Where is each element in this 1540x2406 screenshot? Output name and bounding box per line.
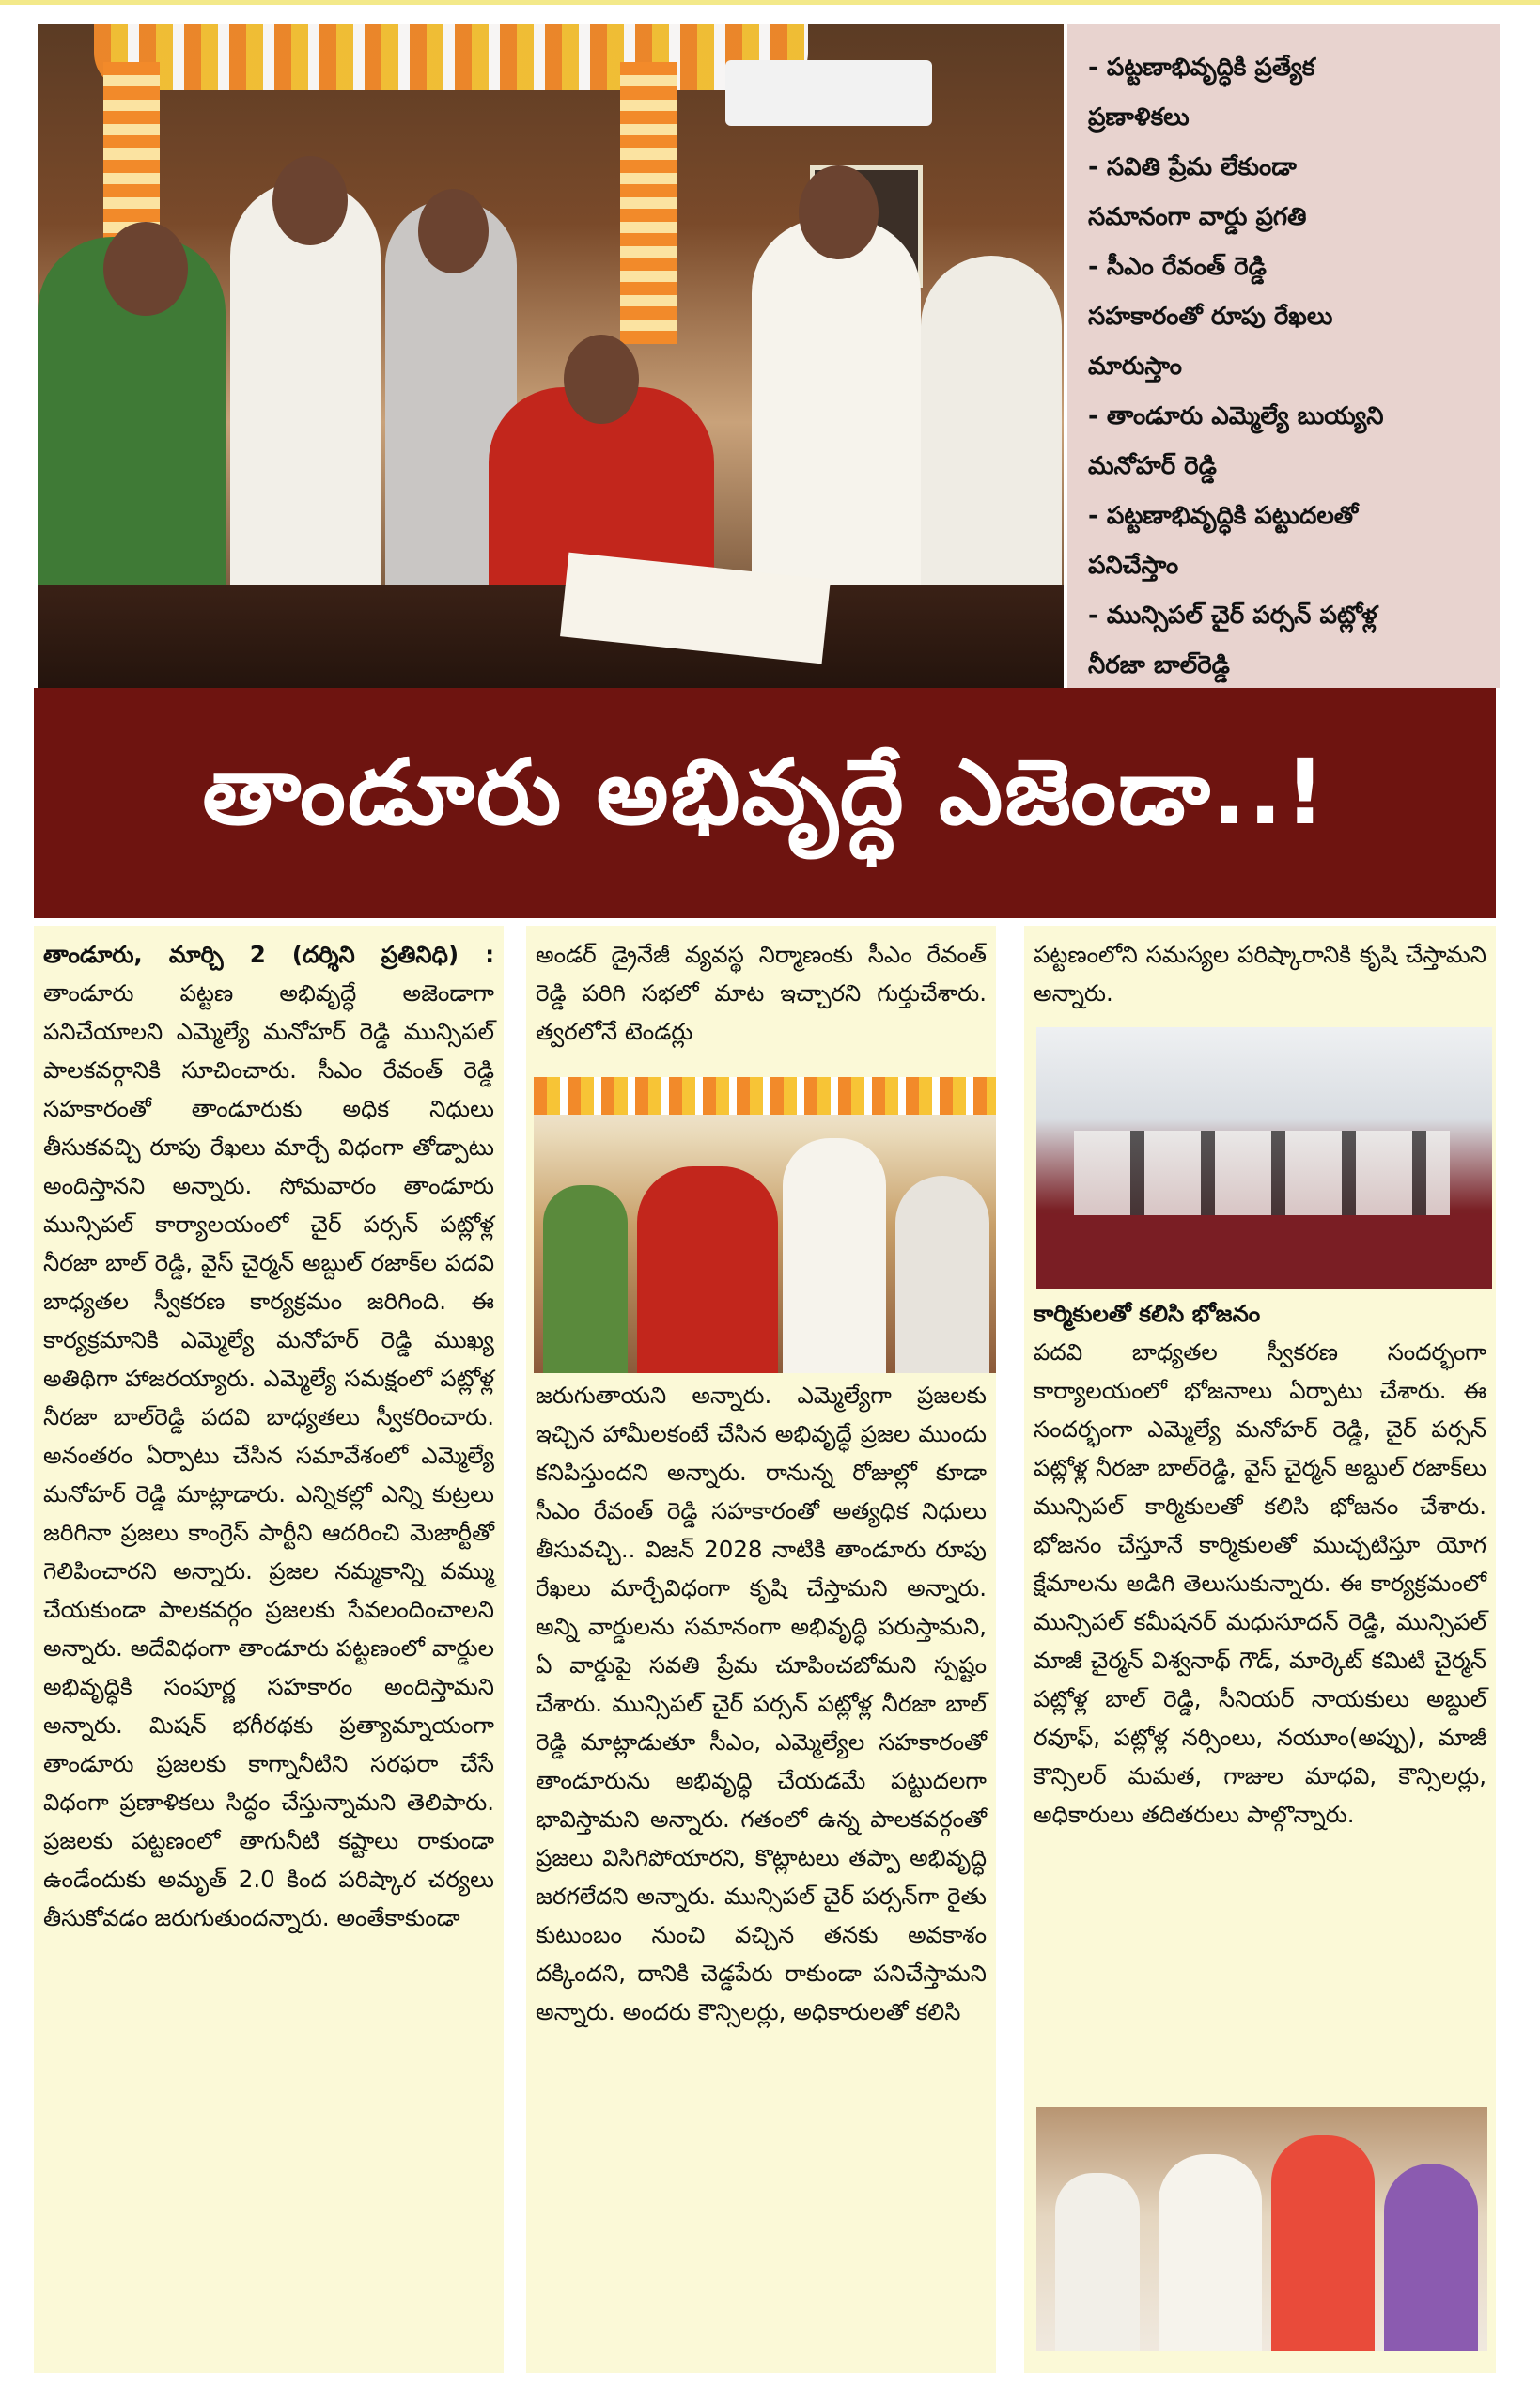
headline: తాండూరు అభివృద్ధే ఎజెండా..! [202,739,1328,845]
highlight-line: - పట్టణాభివృద్ధికి పట్టుదలతో [1088,502,1359,530]
oath-ceremony-photo [38,24,1064,688]
article-body-3-top: పట్టణంలోని సమస్యల పరిష్కారానికి కృషి చేస్తామని అన్నారు. [1034,941,1486,1007]
article-body-2-top: అండర్ డ్రైనేజీ వ్యవస్థ నిర్మాణంకు సీఎం రేవంత్ రెడ్డి పరిగి సభలో మాట ఇచ్చారని గుర్తుచేశారు. త్వరలోనే టెండర్లు [536,941,987,1045]
garland-greeting-photo [1036,2107,1487,2351]
highlight-line: మనోహర్ రెడ్డి [1088,452,1217,480]
highlight-line: - పట్టణాభివృద్ధికి ప్రత్యేక [1088,54,1315,82]
flower-garland [94,24,808,90]
article-column-1 [34,926,504,2373]
article-body-2-bottom: జరుగుతాయని అన్నారు. ఎమ్మెల్యేగా ప్రజలకు ఇచ్చిన హామీలకంటే చేసిన అభివృద్ధే ప్రజల ముందు కనిపిస్తుందని అన్నారు. రానున్న రోజుల్లో కూడా సీఎం రేవంత్ రెడ్డి సహకారంతో అత్యధిక నిధులు తీసువచ్చి.. విజన్ 2028 నాటికి తాండూరు రూపు రేఖలు మార్చేవిధంగా కృషి చేస్తామని అన్నారు. అన్ని వార్డులను సమానంగా అభివృద్ధి పరుస్తామని, ఏ వార్డుపై సవతి ప్రేమ చూపించబోమని స్పష్టం చేశారు. మున్సిపల్ చైర్ పర్సన్ పట్లోళ్ల నీరజా బాల్ రెడ్డి మాట్లాడుతూ సీఎం, ఎమ్మెల్యేల సహకారంతో తాండూరును అభివృద్ధి చేయడమే పట్టుదలగా భావిస్తామని అన్నారు. గతంలో ఉన్న పాలకవర్గంతో ప్రజలు విసిగిపోయారని, కొట్లాటలు తప్పా అభివృద్ధి జరగలేదని అన్నారు. మున్సిపల్ చైర్ పర్సన్‌గా రైతు కుటుంబం నుంచి వచ్చిన తనకు అవకాశం దక్కిందని, దానికి చెడ్డపేరు రాకుండా పనిచేస్తామని అన్నారు. అందరు కౌన్సిలర్లు, అధికారులతో కలిసి [536,1382,987,2025]
article-body-1 [43,935,494,1937]
highlight-line: సమానంగా వార్డు ప్రగతి [1088,203,1307,231]
garland-right [620,62,677,344]
air-conditioner [725,60,932,126]
highlight-line: సహకారంతో రూపు రేఖలు [1088,303,1333,331]
highlight-line: - సవితి ప్రేమ లేకుండా [1088,153,1297,181]
article-text: తాండూరు పట్టణ అభివృద్ధే అజెండాగా పనిచేయాలని ఎమ్మెల్యే మనోహర్ రెడ్డి మున్సిపల్ పాలకవర్గానికి సూచించారు. సీఎం రేవంత్ రెడ్డి సహకారంతో తాండూరుకు అధిక నిధులు తీసుకవచ్చి రూపు రేఖలు మార్చే విధంగా తోడ్పాటు అందిస్తానని అన్నారు. సోమవారం తాండూరు మున్సిపల్ కార్యాలయంలో చైర్ పర్సన్ పట్లోళ్ల నీరజా బాల్ రెడ్డి, వైస్ చైర్మన్ అబ్దుల్ రజాక్‌ల పదవి బాధ్యతల స్వీకరణ కార్యక్రమం జరిగింది. ఈ కార్యక్రమానికి ఎమ్మెల్యే మనోహర్ రెడ్డి ముఖ్య అతిథిగా హాజరయ్యారు. ఎమ్మెల్యే సమక్షంలో పట్లోళ్ల నీరజా బాల్‌రెడ్డి పదవి బాధ్యతలు స్వీకరించారు. అనంతరం ఏర్పాటు చేసిన సమావేశంలో ఎమ్మెల్యే మనోహర్ రెడ్డి మాట్లాడారు. ఎన్నికల్లో ఎన్ని కుట్రలు జరిగినా ప్రజలు కాంగ్రెస్ పార్టీని ఆదరించి మెజార్టీతో గెలిపించారని అన్నారు. ప్రజల నమ్మకాన్ని వమ్ము చేయకుండా పాలకవర్గం ప్రజలకు సేవలందించాలని అన్నారు. అదేవిధంగా తాండూరు పట్టణంలో వార్డుల అభివృద్ధికి సంపూర్ణ సహకారం అందిస్తామని అన్నారు. మిషన్ భగీరథకు ప్రత్యామ్నాయంగా తాండూరు ప్రజలకు కాగ్నానీటిని సరఫరా చేసే విధంగా ప్రణాళికలు సిద్ధం చేస్తున్నామని తెలిపారు. ప్రజలకు పట్టణంలో తాగునీటి కష్టాలు రాకుండా ఉండేందుకు అమృత్ 2.0 కింద పరిష్కార చర్యలు తీసుకోవడం జరుగుతుందన్నారు. అంతేకాకుండా [43,979,494,1931]
highlight-line: మారుస్తాం [1088,352,1182,381]
highlights-box [1067,24,1500,688]
highlight-line: - సీఎం రేవంత్ రెడ్డి [1088,253,1267,281]
highlight-line: పనిచేస్తాం [1088,552,1179,580]
lunch-with-workers-photo [1036,1027,1492,1289]
highlight-line: - తాండూరు ఎమ్మెల్యే బుయ్యని [1088,402,1384,430]
subheading-workers-lunch: కార్మికులతో కలిసి భోజనం [1034,1300,1261,1327]
dateline: తాండూరు, మార్చి 2 (దర్శిని ప్రతినిధి) : [43,941,494,968]
highlight-line: నీరజా బాల్‌రెడ్డి [1088,651,1230,680]
highlight-line: ప్రణాళికలు [1088,103,1190,132]
desk [38,585,1064,688]
highlight-line: - మున్సిపల్ చైర్ పర్సన్ పట్లోళ్ల [1088,602,1377,630]
headline-banner [34,688,1496,918]
felicitation-photo [534,1077,996,1373]
top-rule [0,0,1540,5]
article-body-3-bottom: పదవి బాధ్యతల స్వీకరణ సందర్భంగా కార్యాలయంలో భోజనాలు ఏర్పాటు చేశారు. ఈ సందర్భంగా ఎమ్మెల్యే మనోహర్ రెడ్డి, చైర్ పర్సన్ పట్లోళ్ల నీరజా బాల్‌రెడ్డి, వైస్ చైర్మన్ అబ్దుల్ రజాక్‌లు మున్సిపల్ కార్మికులతో కలిసి భోజనం చేశారు. భోజనం చేస్తూనే కార్మికులతో ముచ్చటిస్తూ యోగ క్షేమాలను అడిగి తెలుసుకున్నారు. ఈ కార్యక్రమంలో మున్సిపల్ కమీషనర్ మధుసూదన్ రెడ్డి, మున్సిపల్ మాజీ చైర్మన్ విశ్వనాథ్ గౌడ్, మార్కెట్ కమిటి చైర్మన్ పట్లోళ్ల బాల్ రెడ్డి, సీనియర్ నాయకులు అబ్దుల్ రవూఫ్, పట్లోళ్ల నర్సింలు, నయూం(అప్పు), మాజీ కౌన్సిలర్ మమత, గాజుల మాధవి, కౌన్సిలర్లు, అధికారులు తదితరులు పాల్గొన్నారు. [1034,1338,1486,1828]
